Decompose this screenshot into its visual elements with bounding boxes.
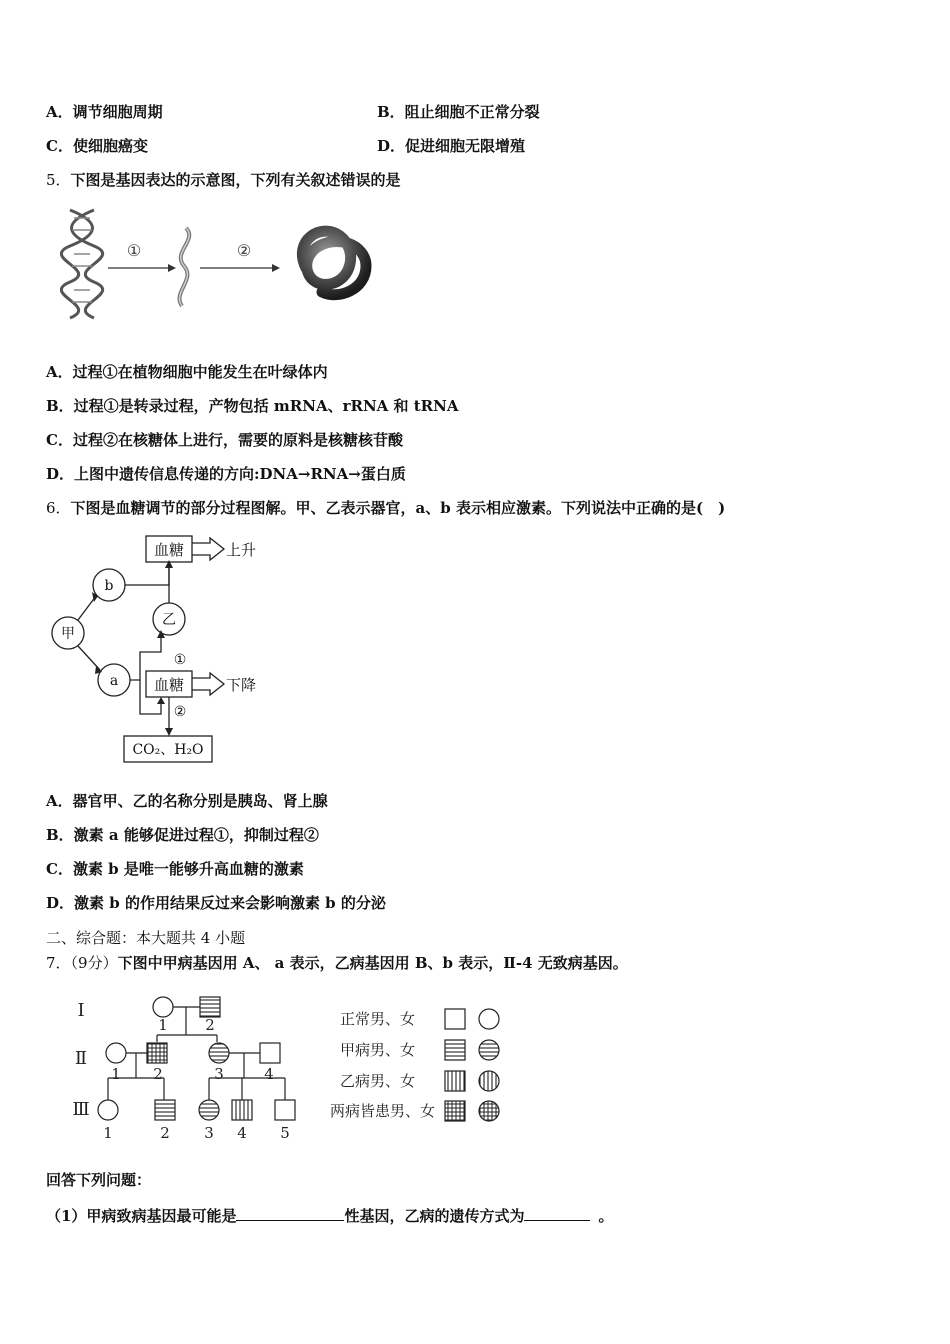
q7-number: 7． — [46, 954, 71, 972]
blood-sugar-bottom-label: 血糖 — [153, 676, 185, 694]
q5-stem — [46, 170, 401, 190]
q7-score: （9分） — [70, 954, 118, 972]
label-II-3: 3 — [214, 1065, 224, 1083]
legend-normal-female — [479, 1009, 499, 1029]
legend-jia-male — [445, 1040, 465, 1060]
label-II-4: 4 — [264, 1065, 274, 1083]
label-I-2: 2 — [205, 1016, 215, 1034]
individual-I-2 — [200, 997, 220, 1017]
individual-II-3 — [209, 1043, 229, 1063]
blood-sugar-figure — [48, 530, 278, 770]
label-II-2: 2 — [153, 1065, 163, 1083]
label-I-1: 1 — [158, 1016, 168, 1034]
individual-II-2 — [147, 1043, 167, 1063]
legend-yi-label: 乙病男、女 — [339, 1072, 415, 1090]
step-2-label: ② — [173, 704, 187, 720]
label-III-4: 4 — [237, 1124, 247, 1142]
q7-text: 下图中甲病基因用 A、 a 表示，乙病基因用 B、b 表示，Ⅱ-4 无致病基因。 — [117, 954, 628, 972]
legend-both-female — [479, 1101, 499, 1121]
q4-option-b: B．阻止细胞不正常分裂 — [377, 103, 540, 121]
legend-yi-female — [479, 1071, 499, 1091]
individual-I-1 — [153, 997, 173, 1017]
answer-blank-2[interactable] — [524, 1204, 590, 1221]
legend-normal-label: 正常男、女 — [339, 1010, 415, 1028]
q5-option-a: A．过程①在植物细胞中能发生在叶绿体内 — [46, 363, 328, 381]
q4-option-c: C．使细胞癌变 — [46, 137, 148, 155]
generation-1-label: Ⅰ — [77, 1000, 85, 1021]
generation-3-label: Ⅲ — [72, 1099, 90, 1120]
step-1-label: ① — [126, 241, 142, 260]
q6-stem — [46, 498, 725, 518]
individual-III-1 — [98, 1100, 118, 1120]
q7-stem — [46, 953, 628, 973]
protein-coil-icon — [302, 231, 366, 295]
legend-jia-female — [479, 1040, 499, 1060]
q4-option-a: A．调节细胞周期 — [46, 103, 163, 121]
generation-2-label: Ⅱ — [74, 1048, 88, 1069]
section-2-title: 二、综合题：本大题共 4 小题 — [46, 929, 246, 947]
answer-blank-1[interactable] — [236, 1204, 344, 1221]
individual-III-5 — [275, 1100, 295, 1120]
fall-arrow-icon — [192, 673, 224, 695]
hormone-a-label: a — [109, 673, 119, 689]
label-III-5: 5 — [280, 1124, 290, 1142]
rise-label: 上升 — [226, 541, 257, 559]
label-III-3: 3 — [204, 1124, 214, 1142]
hormone-b-label: b — [104, 578, 114, 594]
q7-sub1-part-a: （1）甲病致病基因最可能是 — [46, 1207, 237, 1225]
organ-jia-label: 甲 — [61, 626, 75, 642]
step-2-label: ② — [236, 241, 252, 260]
q7-answer-prompt: 回答下列问题： — [46, 1171, 152, 1189]
products-label: CO₂、H₂O — [132, 742, 204, 758]
gene-expression-figure — [60, 200, 390, 325]
organ-yi-label: 乙 — [162, 612, 176, 628]
legend-jia-label: 甲病男、女 — [339, 1041, 415, 1059]
pedigree-chart — [70, 990, 510, 1148]
q6-number: 6． — [46, 499, 71, 517]
step-1-label: ① — [173, 652, 187, 668]
blood-sugar-top-label: 血糖 — [153, 541, 185, 559]
legend-both-label: 两病皆患男、女 — [329, 1102, 435, 1120]
q5-option-c: C．过程②在核糖体上进行，需要的原料是核糖核苷酸 — [46, 431, 403, 449]
q6-text: 下图是血糖调节的部分过程图解。甲、乙表示器官，a、b 表示相应激素。下列说法中正确的是( ) — [70, 499, 726, 517]
q4-option-d: D．促进细胞无限增殖 — [377, 137, 526, 155]
q5-option-b: B．过程①是转录过程，产物包括 mRNA、rRNA 和 tRNA — [46, 397, 459, 415]
individual-II-4 — [260, 1043, 280, 1063]
individual-III-2 — [155, 1100, 175, 1120]
individual-III-3 — [199, 1100, 219, 1120]
q7-sub1-part-b: 性基因，乙病的遗传方式为 — [344, 1207, 525, 1225]
q7-sub1-part-c: 。 — [598, 1207, 614, 1225]
legend-both-male — [445, 1101, 465, 1121]
q6-option-c: C．激素 b 是唯一能够升高血糖的激素 — [46, 860, 304, 878]
q6-option-a: A．器官甲、乙的名称分别是胰岛、肾上腺 — [46, 792, 328, 810]
dna-helix-icon — [61, 210, 102, 318]
label-III-2: 2 — [160, 1124, 170, 1142]
q6-option-b: B．激素 a 能够促进过程①，抑制过程② — [46, 826, 319, 844]
q6-option-d: D．激素 b 的作用结果反过来会影响激素 b 的分泌 — [46, 894, 386, 912]
rise-arrow-icon — [192, 538, 224, 560]
label-III-1: 1 — [103, 1124, 113, 1142]
legend-normal-male — [445, 1009, 465, 1029]
individual-II-1 — [106, 1043, 126, 1063]
q7-sub-question-1 — [46, 1204, 613, 1226]
individual-III-4 — [232, 1100, 252, 1120]
legend-yi-male — [445, 1071, 465, 1091]
q5-number: 5． — [46, 171, 71, 189]
q5-option-d: D．上图中遗传信息传递的方向:DNA→RNA→蛋白质 — [46, 465, 406, 483]
q5-text: 下图是基因表达的示意图，下列有关叙述错误的是 — [70, 171, 401, 189]
label-II-1: 1 — [111, 1065, 121, 1083]
fall-label: 下降 — [226, 676, 257, 694]
